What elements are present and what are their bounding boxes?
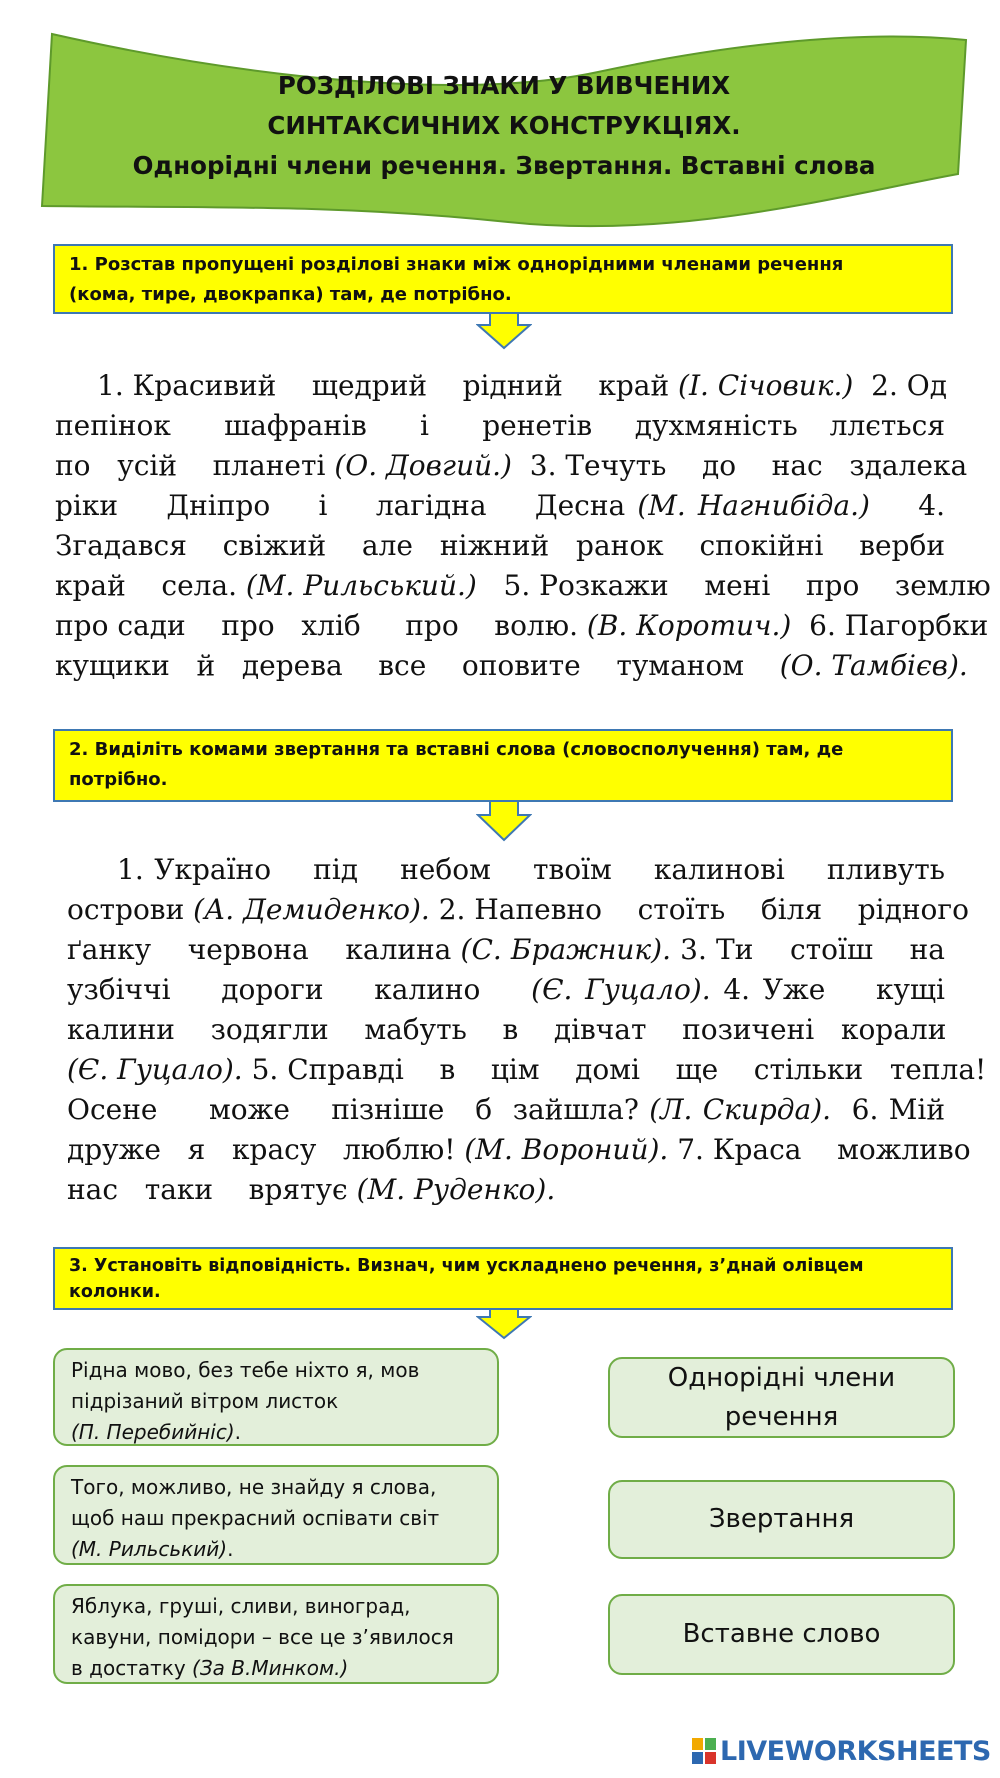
category-parenthetical-word[interactable]: Вставне слово — [608, 1594, 955, 1675]
text-line: про сади про хліб про волю. (В. Коротич.) 6. Пагорбки — [55, 609, 989, 642]
text-line: Осене може пізніше б зайшла? (Л. Скирда). 6. Мій — [67, 1093, 945, 1126]
sentence-line: Того, можливо, не знайду я слова, — [71, 1475, 437, 1499]
sentence-line: кавуни, помідори – все це з’явилося — [71, 1625, 454, 1649]
citation: (М. Рильський.) — [245, 569, 477, 602]
text-line: друже я красу люблю! (М. Вороний). 7. Краса можливо — [67, 1133, 971, 1166]
text-line: по усій планеті (О. Довгий.) 3. Течуть до нас здалека — [55, 449, 968, 482]
category-address[interactable]: Звертання — [608, 1480, 955, 1559]
sentence-citation: (За В.Минком.) — [192, 1656, 349, 1680]
text-line: пепінок шафранів і ренетів духмяність ллється — [55, 409, 945, 442]
citation: (С. Бражник). — [460, 933, 671, 966]
down-arrow-icon — [476, 1308, 532, 1340]
citation: (Л. Скирда). — [649, 1093, 832, 1126]
task1-instruction-line2: (кома, тире, двокрапка) там, де потрібно. — [69, 284, 512, 305]
title-line-1: РОЗДІЛОВІ ЗНАКИ У ВИВЧЕНИХ — [277, 71, 731, 100]
page-title — [38, 66, 970, 186]
citation: (Є. Гуцало). — [67, 1053, 243, 1086]
citation: (О. Тамбієв). — [779, 649, 968, 682]
citation: (А. Демиденко). — [193, 893, 430, 926]
citation: (М. Руденко). — [356, 1173, 556, 1206]
subtitle: Однорідні члени речення. Звертання. Вставні слова — [132, 151, 876, 180]
text-line: калини зодягли мабуть в дівчат позичені корали — [67, 1013, 947, 1046]
task1-text — [55, 366, 991, 686]
sentence-line: Рідна мово, без тебе ніхто я, мов — [71, 1358, 420, 1382]
text-line: ґанку червона калина (С. Бражник). 3. Ти стоїш на — [67, 933, 945, 966]
text-line: край села. (М. Рильський.) 5. Розкажи мені про землю — [55, 569, 991, 602]
sentence-card-1[interactable]: Рідна мово, без тебе ніхто я, мов підрізаний вітром листок (П. Перебийніс). — [53, 1348, 499, 1446]
sentence-line: підрізаний вітром листок — [71, 1389, 339, 1413]
task2-instruction-line1: 2. Виділіть комами звертання та вставні слова (словосполучення) там, де — [69, 739, 844, 760]
citation: (Є. Гуцало). — [531, 973, 711, 1006]
sentence-line: щоб наш прекрасний оспівати світ — [71, 1506, 440, 1530]
task1-instruction — [53, 244, 953, 314]
sentence-citation: (М. Рильський) — [71, 1537, 228, 1561]
sentence-citation: (П. Перебийніс) — [71, 1420, 235, 1444]
task3-instruction-line1: 3. Установіть відповідність. Визнач, чим ускладнено речення, з’днай олівцем — [69, 1256, 864, 1276]
task2-text — [67, 850, 987, 1210]
title-banner — [38, 28, 970, 234]
sentence-card-2[interactable]: Того, можливо, не знайду я слова, щоб наш прекрасний оспівати світ (М. Рильський). — [53, 1465, 499, 1565]
task2-instruction-line2: потрібно. — [69, 769, 168, 790]
text-line: 1. Україно під небом твоїм калинові пливуть — [117, 853, 945, 886]
task1-instruction-line1: 1. Розстав пропущені розділові знаки між однорідними членами речення — [69, 254, 844, 275]
citation: (М. Вороний). — [464, 1133, 669, 1166]
liveworksheets-logo — [692, 1736, 991, 1766]
text-line: ріки Дніпро і лагідна Десна (М. Нагнибіда.) 4. — [55, 489, 945, 522]
category-homogeneous-members[interactable]: Однорідні члени речення — [608, 1357, 955, 1438]
text-line: (Є. Гуцало). 5. Справді в цім домі ще стільки тепла! — [67, 1053, 987, 1086]
text-line: нас таки врятує (М. Руденко). — [67, 1173, 556, 1206]
text-line: острови (А. Демиденко). 2. Напевно стоїть біля рідного — [67, 893, 969, 926]
liveworksheets-logo-icon — [692, 1738, 716, 1764]
task3-instruction — [53, 1247, 953, 1310]
citation: (І. Січовик.) — [678, 369, 854, 402]
task2-instruction — [53, 729, 953, 802]
text-line: узбіччі дороги калино (Є. Гуцало). 4. Уже кущі — [67, 973, 946, 1006]
title-line-2: СИНТАКСИЧНИХ КОНСТРУКЦІЯХ. — [267, 111, 741, 140]
down-arrow-icon — [476, 800, 532, 842]
citation: (М. Нагнибіда.) — [637, 489, 870, 522]
down-arrow-icon — [476, 312, 532, 350]
citation: (О. Довгий.) — [334, 449, 512, 482]
sentence-line: Яблука, груші, сливи, виноград, — [71, 1594, 411, 1618]
citation: (В. Коротич.) — [586, 609, 792, 642]
text-line: кущики й дерева все оповите туманом (О. Тамбієв). — [55, 649, 968, 682]
task3-instruction-line2: колонки. — [69, 1282, 161, 1302]
logo-text: LIVEWORKSHEETS — [720, 1735, 991, 1767]
text-line: 1. Красивий щедрий рідний край (І. Січовик.) 2. Од — [97, 369, 947, 402]
sentence-line: в достатку — [71, 1656, 193, 1680]
text-line: Згадався свіжий але ніжний ранок спокійні верби — [55, 529, 945, 562]
sentence-card-3[interactable] — [53, 1584, 499, 1684]
